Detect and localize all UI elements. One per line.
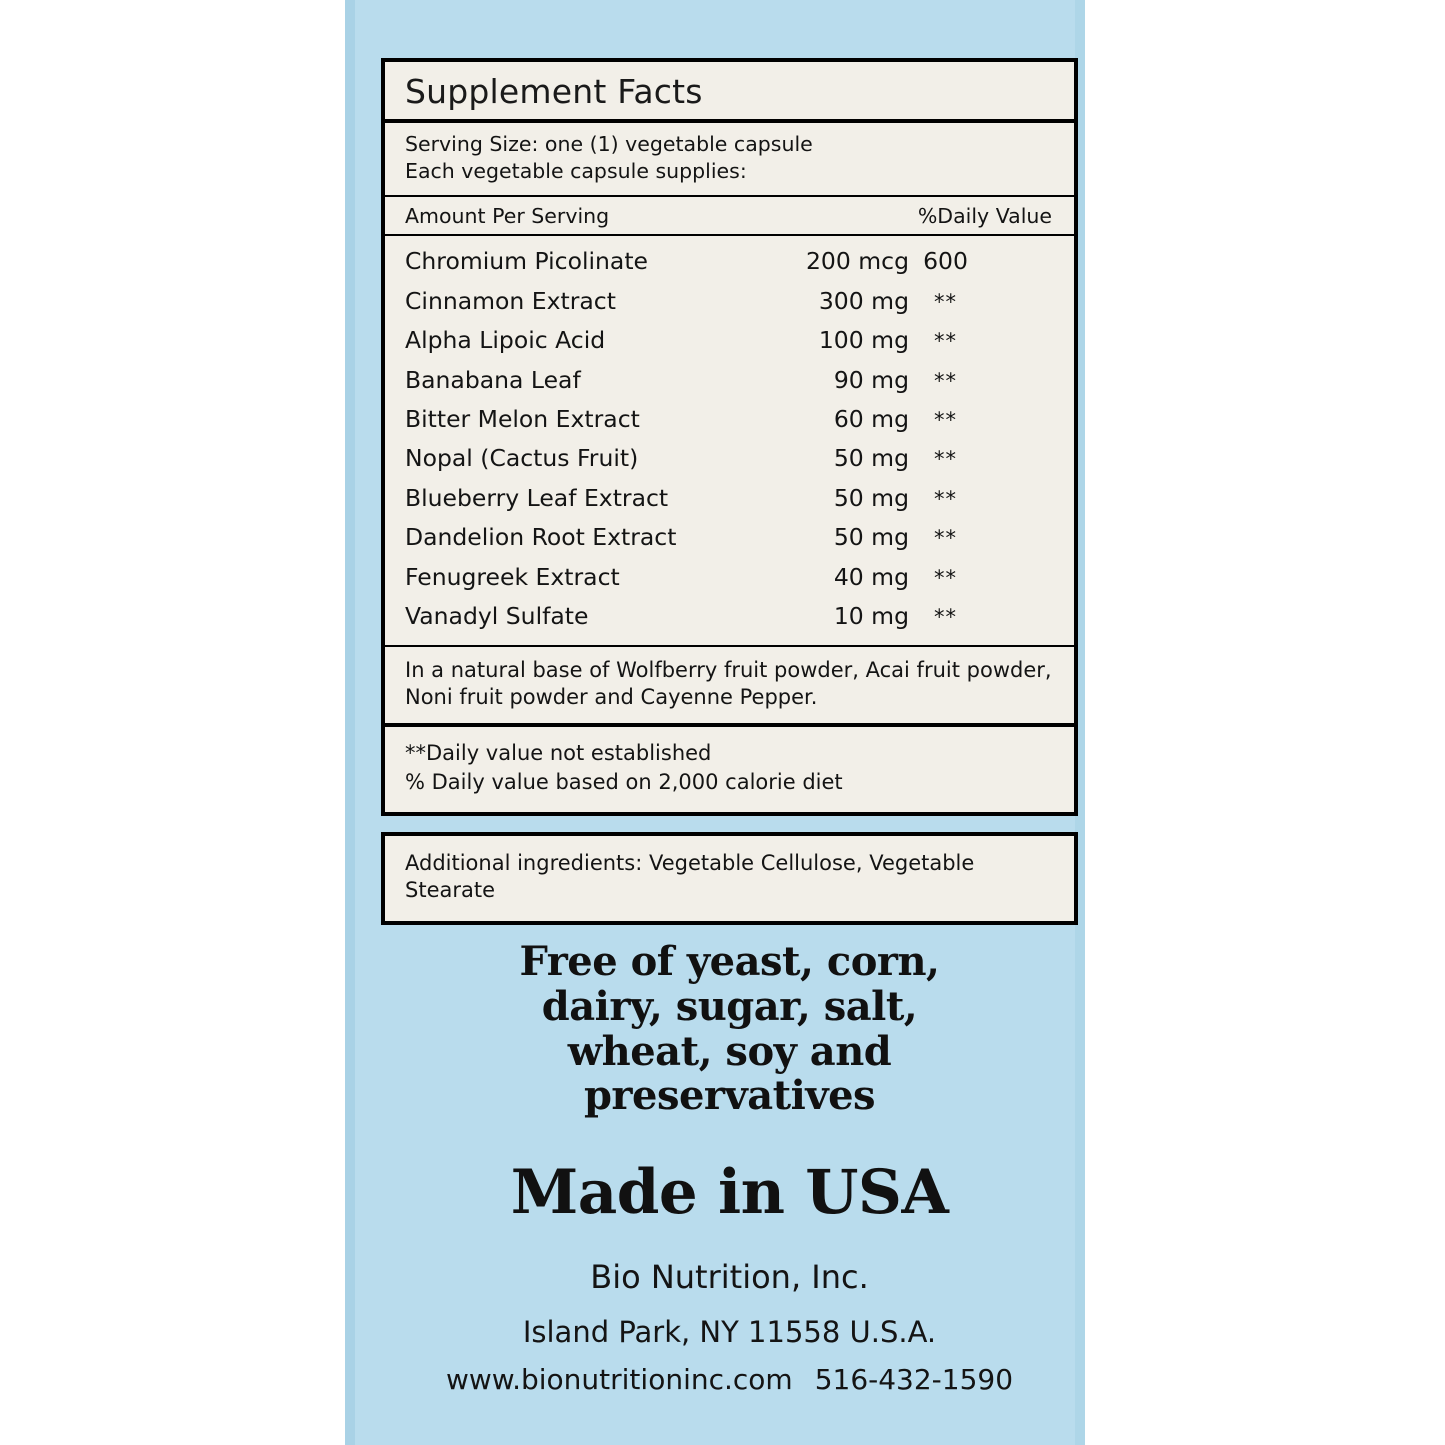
additional-ingredients-box: Additional ingredients: Vegetable Cellulose, Vegetable Stearate (381, 832, 1078, 925)
table-row (385, 282, 1074, 321)
nutrient-amount: 300 mg (818, 286, 909, 315)
nutrient-daily-value: ** (934, 407, 957, 432)
nutrient-amount: 100 mg (818, 326, 909, 355)
nutrient-amount: 200 mcg (805, 247, 909, 276)
free-of-claims (381, 940, 1078, 1119)
free-of-line-3: wheat, soy and (567, 1027, 892, 1075)
nutrient-daily-value: ** (934, 329, 957, 354)
table-row (385, 242, 1074, 281)
nutrient-name: Chromium Picolinate (405, 247, 649, 276)
nutrient-name: Cinnamon Extract (405, 286, 616, 315)
nutrient-name: Nopal (Cactus Fruit) (405, 444, 639, 473)
nutrient-table (385, 236, 1074, 645)
free-of-line-4: preservatives (583, 1072, 876, 1120)
nutrient-amount: 50 mg (833, 444, 909, 473)
table-row (385, 558, 1074, 597)
nutrient-daily-value: ** (934, 447, 957, 472)
table-header (385, 197, 1074, 234)
nutrient-amount: 90 mg (833, 365, 909, 394)
nutrient-amount: 50 mg (833, 523, 909, 552)
nutrient-daily-value: ** (934, 368, 957, 393)
nutrient-name: Alpha Lipoic Acid (405, 326, 606, 355)
nutrient-daily-value: ** (934, 565, 957, 590)
free-of-line-1: Free of yeast, corn, (519, 938, 940, 985)
serving-note: Each vegetable capsule supplies: (405, 159, 747, 184)
nutrient-daily-value: ** (934, 526, 957, 551)
natural-base-statement: In a natural base of Wolfberry fruit powder, Acai fruit powder, Noni fruit powder and Cayenne Pepper. (405, 657, 1052, 709)
serving-info (385, 123, 1074, 195)
supplement-facts-panel (381, 58, 1078, 816)
nutrient-name: Blueberry Leaf Extract (405, 483, 669, 512)
table-row (385, 479, 1074, 518)
nutrient-name: Vanadyl Sulfate (405, 602, 589, 631)
footnote-calorie-diet: % Daily value based on 2,000 calorie diet (405, 770, 843, 795)
table-row (385, 361, 1074, 400)
nutrient-daily-value: ** (934, 486, 957, 511)
nutrient-name: Dandelion Root Extract (405, 523, 677, 552)
nutrient-amount: 10 mg (833, 602, 909, 631)
package-left-edge (345, 0, 355, 1445)
company-phone: 516-432-1590 (814, 1363, 1014, 1396)
made-in-usa: Made in USA (510, 1157, 949, 1228)
table-row (385, 518, 1074, 557)
nutrient-daily-value: 600 (923, 247, 968, 276)
company-website: www.bionutritioninc.com (445, 1363, 793, 1396)
nutrient-name: Banabana Leaf (405, 365, 581, 394)
nutrient-daily-value: ** (934, 289, 957, 314)
nutrient-name: Fenugreek Extract (405, 562, 620, 591)
supplement-facts-title: Supplement Facts (405, 72, 703, 111)
nutrient-amount: 50 mg (833, 483, 909, 512)
table-row (385, 597, 1074, 636)
company-contact (381, 1363, 1078, 1396)
serving-size: Serving Size: one (1) vegetable capsule (405, 132, 813, 156)
footnotes (385, 727, 1074, 813)
nutrient-name: Bitter Melon Extract (405, 404, 640, 433)
free-of-line-2: dairy, sugar, salt, (541, 982, 918, 1030)
footnote-daily-value-not-established: **Daily value not established (405, 740, 712, 765)
nutrient-amount: 60 mg (833, 404, 909, 433)
company-name: Bio Nutrition, Inc. (590, 1258, 869, 1296)
table-row (385, 439, 1074, 478)
nutrient-daily-value: ** (934, 605, 957, 630)
table-row (385, 400, 1074, 439)
table-row (385, 321, 1074, 360)
column-header-daily-value: %Daily Value (917, 204, 1052, 229)
company-address: Island Park, NY 11558 U.S.A. (522, 1315, 937, 1349)
column-header-amount: Amount Per Serving (405, 204, 610, 229)
nutrient-amount: 40 mg (833, 562, 909, 591)
